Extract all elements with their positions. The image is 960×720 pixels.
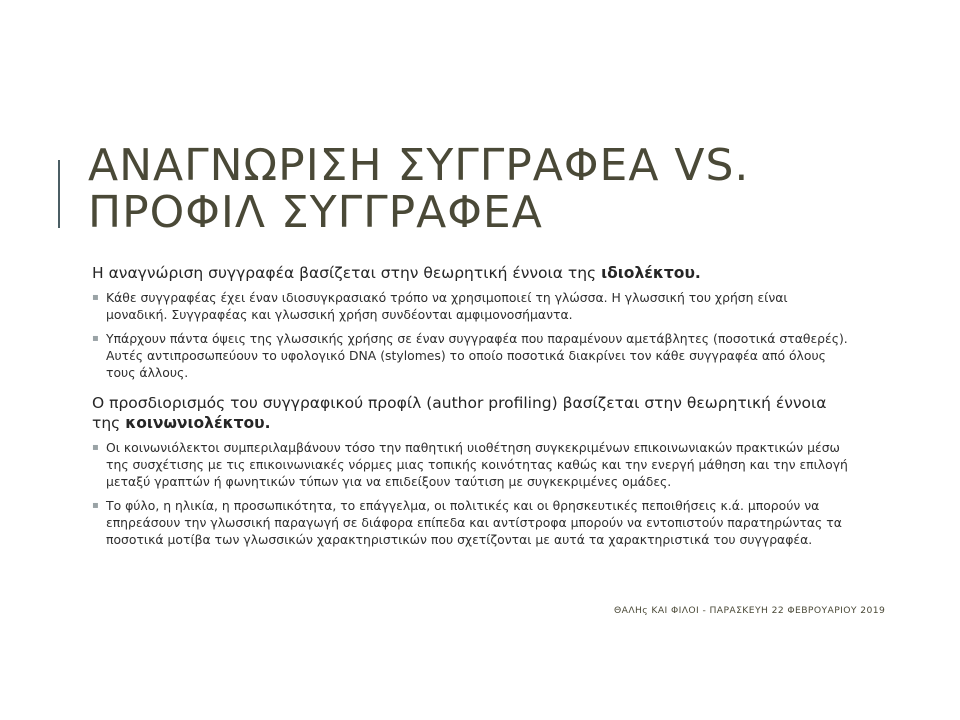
title-accent-bar <box>58 160 60 228</box>
slide-footer: ΘΑΛΗς ΚΑΙ ΦΙΛΟΙ - ΠΑΡΑΣΚΕΥΗ 22 ΦΕΒΡΟΥΑΡΙΟΥ 2019 <box>614 605 886 616</box>
section2-bullets <box>92 439 852 548</box>
bullet-icon: ▪ <box>92 292 99 303</box>
bullet-icon: ▪ <box>92 442 99 453</box>
slide-content <box>92 263 852 555</box>
list-item <box>92 439 852 490</box>
bullet-text: Το φύλο, η ηλικία, η προσωπικότητα, το επάγγελμα, οι πολιτικές και οι θρησκευτικές πεποιθήσεις κ.ά. μπορούν να επηρεάσουν την γλωσσική παραγωγή σε διάφορα επίπεδα και αντίστροφα μπορούν να εντοπιστούν παρατηρώντας τα ποσοτικά μοτίβα των γλωσσικών χαρακτηριστικών που σχετίζονται με αυτά τα χαρακτηριστικά του συγγραφέα. <box>106 498 842 547</box>
section1-bullets <box>92 289 852 381</box>
list-item <box>92 497 852 548</box>
section1-lead <box>92 263 852 283</box>
bullet-text: Οι κοινωνιόλεκτοι συμπεριλαμβάνουν τόσο την παθητική υιοθέτηση συγκεκριμένων επικοινωνιακών πρακτικών μέσω της συσχέτισης με τις επικοινωνιακές νόρμες μιας τοπικής κοινότητας καθώς και την ενεργή μάθηση και την επιλογή μεταξύ γραπτών ή φωνητικών τύπων για να επιδείξουν ταύτιση με συγκεκριμένες ομάδες. <box>106 440 848 489</box>
section2-lead-emphasis: κοινωνιολέκτου. <box>125 414 271 432</box>
bullet-text: Κάθε συγγραφέας έχει έναν ιδιοσυγκρασιακό τρόπο να χρησιμοποιεί τη γλώσσα. Η γλωσσική του χρήση είναι μοναδική. Συγγραφέας και γλωσσική χρήση συνδέονται αμφιμονοσήμαντα. <box>106 290 788 322</box>
list-item <box>92 330 852 381</box>
bullet-icon: ▪ <box>92 333 99 344</box>
title-line-1: ΑΝΑΓΝΩΡΙΣΗ ΣΥΓΓΡΑΦΕΑ VS. <box>88 140 750 191</box>
bullet-text: Υπάρχουν πάντα όψεις της γλωσσικής χρήσης σε έναν συγγραφέα που παραμένουν αμετάβλητες (ποσοτικά σταθερές). Αυτές αντιπροσωπεύουν το υφολογικό DNA (stylomes) το οποίο ποσοτικά διακρίνει τον κάθε συγγραφέα από όλους τους άλλους. <box>106 331 848 380</box>
list-item <box>92 289 852 323</box>
bullet-icon: ▪ <box>92 500 99 511</box>
section2-lead <box>92 393 852 433</box>
section1-lead-text: Η αναγνώριση συγγραφέα βασίζεται στην θεωρητική έννοια της <box>92 264 602 282</box>
section2-lead-text: Ο προσδιορισμός του συγγραφικού προφίλ (author profiling) βασίζεται στην θεωρητική έννοια της <box>92 394 827 432</box>
section1-lead-emphasis: ιδιολέκτου. <box>601 264 701 282</box>
slide-title <box>88 142 908 236</box>
title-line-2: ΠΡΟΦΙΛ ΣΥΓΓΡΑΦΕΑ <box>88 187 543 238</box>
